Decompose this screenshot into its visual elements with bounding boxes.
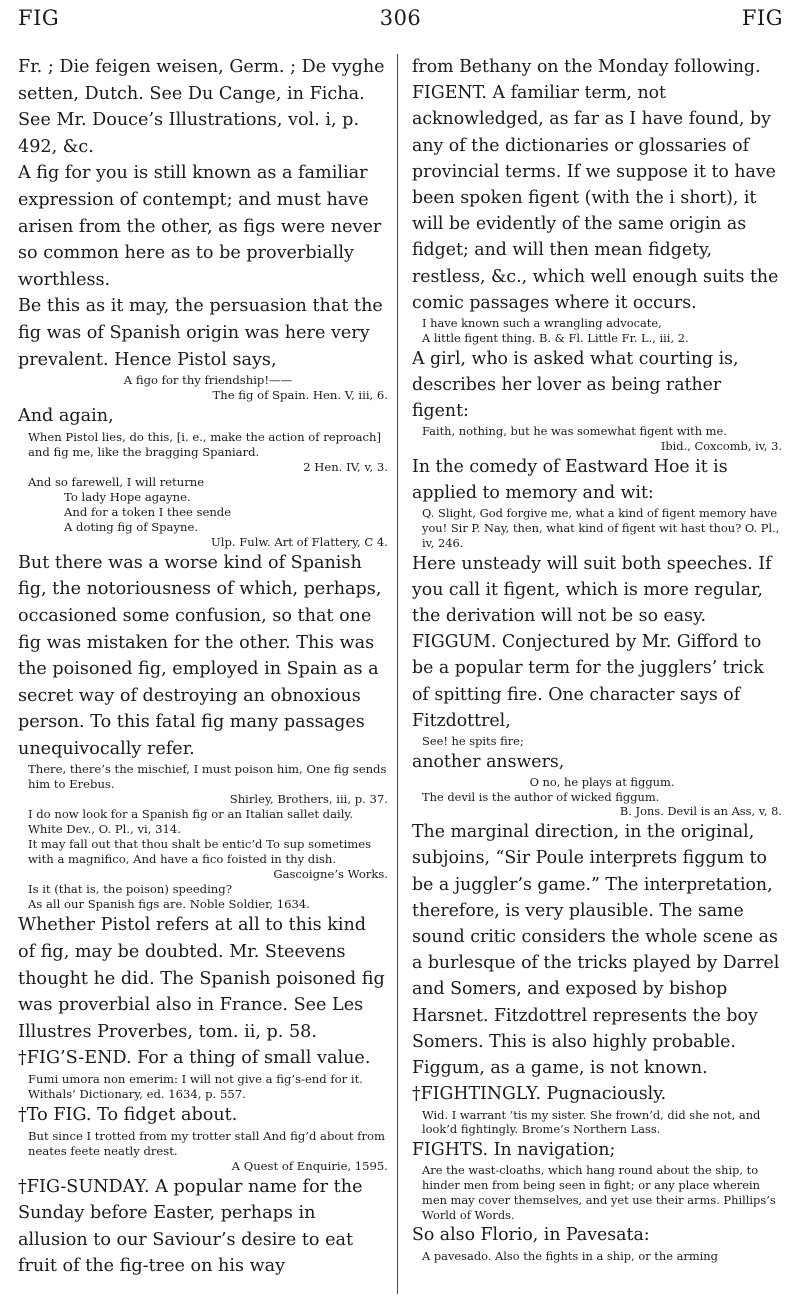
right-column bbox=[412, 54, 782, 1263]
quotation: There, there’s the mischief, I must poison him, One fig sends him to Erebus. bbox=[28, 762, 387, 792]
quotation: O no, he plays at figgum. bbox=[529, 774, 675, 789]
quotation: See! he spits fire; bbox=[422, 733, 524, 748]
page-number: 306 bbox=[379, 6, 422, 30]
left-column bbox=[18, 54, 388, 1280]
quotation: Gascoigne’s Works. bbox=[273, 867, 388, 882]
paragraph: So also Florio, in Pavesata: bbox=[412, 1225, 650, 1246]
quotation: Are the wast-cloaths, which hang round about the ship, to hinder men from being seen in fight; or any place wherein men may cover themselves, and yet use their arms. Phillips’s World of Words. bbox=[422, 1163, 776, 1222]
quotation: Is it (that is, the poison) speeding? bbox=[28, 882, 232, 897]
quotation: A pavesado. Also the fights in a ship, or the arming bbox=[422, 1248, 718, 1263]
quotation: Shirley, Brothers, iii, p. 37. bbox=[229, 792, 388, 807]
quotation: B. Jons. Devil is an Ass, v, 8. bbox=[619, 804, 782, 819]
quotation: The devil is the author of wicked figgum. bbox=[422, 789, 660, 804]
quotation: Faith, nothing, but he was somewhat figent with me. bbox=[422, 424, 727, 439]
paragraph: Be this as it may, the persuasion that the fig was of Spanish origin was here very prevalent. Hence Pistol says, bbox=[18, 296, 383, 370]
quotation: Q. Slight, God forgive me, what a kind of figent memory have you! Sir P. Nay, then, what kind of figent wit hast thou? O. Pl., iv, 246. bbox=[422, 506, 780, 550]
paragraph: †FIGHTINGLY. Pugnaciously. bbox=[412, 1084, 667, 1105]
paragraph: †FIG-SUNDAY. A popular name for the Sunday before Easter, perhaps in allusion to our Saviour’s desire to eat fruit of the fig-tree on his way bbox=[18, 1176, 363, 1277]
quotation: And for a token I thee sende bbox=[64, 504, 232, 519]
paragraph: And again, bbox=[18, 406, 114, 427]
paragraph: from Bethany on the Monday following. bbox=[412, 57, 761, 77]
quotation: Fumi umora non emerim: I will not give a fig’s-end for it. Withals’ Dictionary, ed. 1634, p. 557. bbox=[28, 1072, 363, 1102]
paragraph: Here unsteady will suit both speeches. If you call it figent, which is more regular, the derivation will not be so easy. bbox=[412, 553, 772, 626]
quotation: I do now look for a Spanish fig or an Italian sallet daily. White Dev., O. Pl., vi, 314. bbox=[28, 807, 354, 837]
quotation: Ibid., Coxcomb, iv, 3. bbox=[660, 438, 782, 453]
paragraph: FIGHTS. In navigation; bbox=[412, 1140, 616, 1161]
quotation: Ulp. Fulw. Art of Flattery, C 4. bbox=[210, 534, 388, 549]
quotation: A doting fig of Spayne. bbox=[64, 519, 199, 534]
paragraph: another answers, bbox=[412, 751, 565, 772]
header-right-word: FIG bbox=[741, 6, 783, 30]
quotation: A Quest of Enquirie, 1595. bbox=[231, 1158, 388, 1173]
header-left-word: FIG bbox=[18, 6, 60, 30]
paragraph: †To FIG. To fidget about. bbox=[18, 1105, 238, 1126]
quotation: 2 Hen. IV, v, 3. bbox=[303, 459, 388, 474]
paragraph: †FIG’S-END. For a thing of small value. bbox=[18, 1048, 371, 1069]
paragraph: But there was a worse kind of Spanish fig, the notoriousness of which, perhaps, occasioned some confusion, so that one fig was mistaken for the other. This was the poisoned fig, employed in Spain as a secret way of destroying an obnoxious person. To this fatal fig many passages unequivocally refer. bbox=[18, 552, 382, 759]
quotation: A little figent thing. B. & Fl. Little Fr. L., iii, 2. bbox=[422, 330, 689, 345]
running-header bbox=[0, 0, 801, 44]
paragraph: A girl, who is asked what courting is, describes her lover as being rather figent: bbox=[412, 348, 739, 421]
quotation: I have known such a wrangling advocate, bbox=[422, 316, 662, 331]
quotation: The fig of Spain. Hen. V, iii, 6. bbox=[212, 388, 388, 403]
paragraph: A fig for you is still known as a familiar expression of contempt; and must have arisen from the other, as figs were never so common here as to be proverbially worthless. bbox=[18, 163, 382, 290]
paragraph: FIGGUM. Conjectured by Mr. Gifford to be a popular term for the jugglers’ trick of spitting fire. One character says of Fitzdottrel, bbox=[412, 632, 764, 731]
paragraph: FIGENT. A familiar term, not acknowledged, as far as I have found, by any of the dictionaries or glossaries of provincial terms. If we suppose it to have been spoken figent (with the i short), it will be evidently of the same origin as fidget; and will then mean fidgety, restless, &c., which well enough suits the comic passages where it occurs. bbox=[412, 83, 779, 313]
quotation: To lady Hope agayne. bbox=[64, 489, 191, 504]
paragraph: The marginal direction, in the original, subjoins, “Sir Poule interprets figgum to be a juggler’s game.” The interpretation, therefore, is very plausible. The same sound critic considers the whole scene as a burlesque of the tricks played by Darrel and Somers, and exposed by bishop Harsnet. Fitzdottrel represents the boy Somers. This is also highly probable. Figgum, as a game, is not known. bbox=[412, 822, 780, 1079]
paragraph: Whether Pistol refers at all to this kind of fig, may be doubted. Mr. Steevens thought he did. The Spanish poisoned fig was proverbial also in France. See Les Illustres Proverbes, tom. ii, p. 58. bbox=[18, 915, 385, 1042]
column-divider bbox=[397, 54, 398, 1294]
paragraph: Fr. ; Die feigen weisen, Germ. ; De vyghe setten, Dutch. See Du Cange, in Ficha. See Mr. Douce’s Illustrations, vol. i, p. 492, &c. bbox=[18, 57, 385, 157]
quotation: Wid. I warrant ’tis my sister. She frown’d, did she not, and look’d fightingly. Brome’s Northern Lass. bbox=[422, 1107, 761, 1137]
quotation: But since I trotted from my trotter stall And fig’d about from neates feete neatly drest. bbox=[28, 1128, 385, 1158]
quotation: It may fall out that thou shalt be entic’d To sup sometimes with a magnifico, And have a fico foisted in thy dish. bbox=[28, 837, 372, 867]
quotation: When Pistol lies, do this, [i. e., make the action of reproach] and fig me, like the bragging Spaniard. bbox=[28, 429, 381, 459]
paragraph: In the comedy of Eastward Hoe it is applied to memory and wit: bbox=[412, 456, 728, 503]
quotation: As all our Spanish figs are. Noble Soldier, 1634. bbox=[28, 897, 310, 912]
quotation: And so farewell, I will returne bbox=[28, 474, 205, 489]
quotation: A figo for thy friendship!—— bbox=[123, 373, 293, 388]
